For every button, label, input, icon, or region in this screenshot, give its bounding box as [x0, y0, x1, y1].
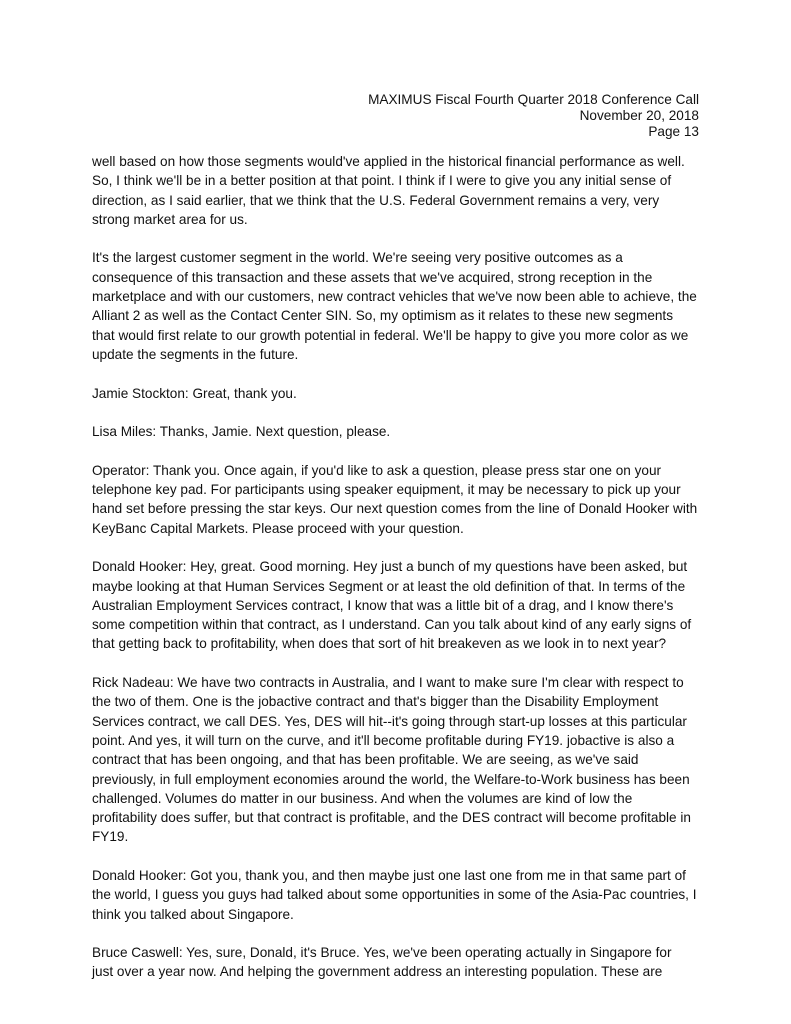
text-line: FY19.: [92, 829, 129, 845]
paragraph-lisa-miles: [92, 422, 712, 441]
paragraph-donald-hooker-question: [92, 557, 712, 653]
text-line: contract that has been ongoing, and that has been profitable. We are seeing, as we've said: [92, 752, 639, 768]
text-line: point. And yes, it will turn on the curve, and it'll become profitable during FY19. jobactive is also a: [92, 732, 675, 748]
text-line: the world, I guess you guys had talked about some opportunities in some of the Asia-Pac countries, I: [92, 887, 697, 903]
text-line: the two of them. One is the jobactive contract and that's bigger than the Disability Employment: [92, 694, 659, 710]
text-line: KeyBanc Capital Markets. Please proceed with your question.: [92, 520, 464, 536]
paragraph-rick-nadeau: [92, 673, 712, 847]
text-line: just over a year now. And helping the government address an interesting population. These are: [92, 964, 663, 980]
text-line: consequence of this transaction and these assets that we've acquired, strong reception in the: [92, 269, 653, 285]
paragraph-operator: [92, 461, 712, 538]
text-line: Jamie Stockton: Great, thank you.: [92, 385, 297, 401]
text-line: profitability does suffer, but that contract is profitable, and the DES contract will become profitable in: [92, 810, 691, 826]
text-line: direction, as I said earlier, that we think that the U.S. Federal Government remains a very, very: [92, 192, 660, 208]
text-line: Lisa Miles: Thanks, Jamie. Next question, please.: [92, 424, 391, 440]
document-date: November 20, 2018: [579, 108, 699, 123]
text-line: maybe looking at that Human Services Segment or at least the old definition of that. In terms of the: [92, 578, 686, 594]
text-line: marketplace and with our customers, new contract vehicles that we've now been able to achieve, the: [92, 289, 697, 305]
text-line: telephone key pad. For participants using speaker equipment, it may be necessary to pick up your: [92, 482, 681, 498]
page-number: Page 13: [648, 124, 699, 139]
paragraph-bruce-caswell: [92, 943, 712, 982]
text-line: hand set before pressing the star keys. Our next question comes from the line of Donald Hooker with: [92, 501, 698, 517]
document-title: MAXIMUS Fiscal Fourth Quarter 2018 Conference Call: [368, 92, 699, 107]
text-line: that getting back to profitability, when does that sort of hit breakeven as we look in to next year?: [92, 636, 667, 652]
page-header: [368, 92, 699, 140]
paragraph-jamie-stockton: [92, 384, 712, 403]
text-line: some competition within that contract, as I understand. Can you talk about kind of any early signs of: [92, 617, 692, 633]
text-line: update the segments in the future.: [92, 346, 299, 362]
text-line: previously, in full employment economies around the world, the Welfare-to-Work business has been: [92, 771, 690, 787]
text-line: think you talked about Singapore.: [92, 906, 294, 922]
text-line: Alliant 2 as well as the Contact Center SIN. So, my optimism as it relates to these new segments: [92, 308, 674, 324]
text-line: Donald Hooker: Hey, great. Good morning. Hey just a bunch of my questions have been asked, but: [92, 559, 688, 575]
paragraph-continuation: [92, 152, 712, 229]
text-line: challenged. Volumes do matter in our business. And when the volumes are kind of low the: [92, 790, 633, 806]
text-line: strong market area for us.: [92, 211, 248, 227]
text-line: that would first relate to our growth potential in federal. We'll be happy to give you more color as we: [92, 327, 689, 343]
transcript-body: [92, 152, 712, 1001]
text-line: Rick Nadeau: We have two contracts in Australia, and I want to make sure I'm clear with respect to: [92, 675, 684, 691]
text-line: Services contract, we call DES. Yes, DES will hit--it's going through start-up losses at this particular: [92, 713, 687, 729]
text-line: Operator: Thank you. Once again, if you'd like to ask a question, please press star one on your: [92, 462, 662, 478]
text-line: Bruce Caswell: Yes, sure, Donald, it's Bruce. Yes, we've been operating actually in Singapore for: [92, 945, 672, 961]
paragraph-donald-hooker-followup: [92, 866, 712, 924]
text-line: Australian Employment Services contract, I know that was a little bit of a drag, and I know there's: [92, 597, 674, 613]
text-line: So, I think we'll be in a better position at that point. I think if I were to give you any initial sense of: [92, 173, 672, 189]
paragraph-federal-segment: [92, 248, 712, 364]
text-line: Donald Hooker: Got you, thank you, and then maybe just one last one from me in that same part of: [92, 867, 686, 883]
text-line: well based on how those segments would've applied in the historical financial performance as well.: [92, 154, 685, 169]
text-line: It's the largest customer segment in the world. We're seeing very positive outcomes as a: [92, 250, 623, 266]
